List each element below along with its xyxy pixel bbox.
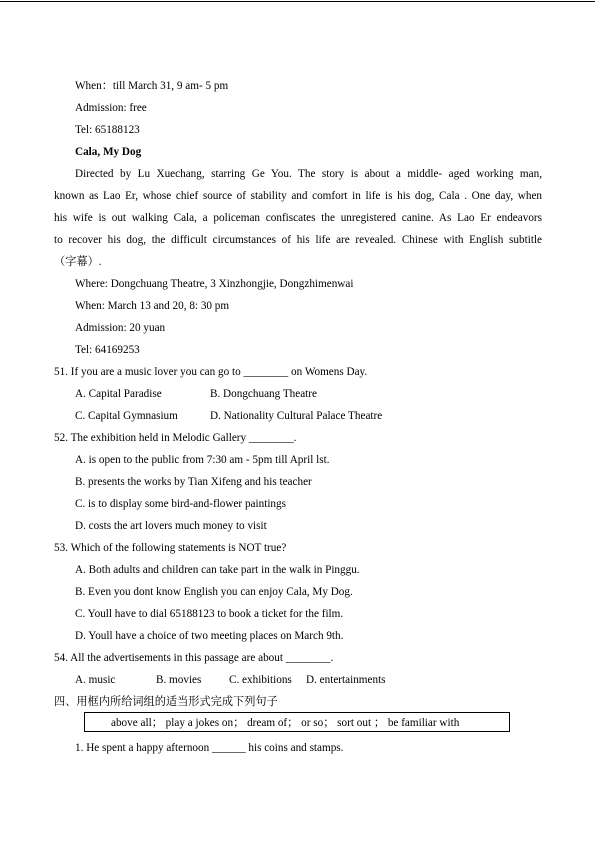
q52-option-d[interactable]: D. costs the art lovers much money to visit (75, 520, 267, 532)
q54-option-b[interactable]: B. movies (156, 674, 202, 686)
q54-option-d[interactable]: D. entertainments (306, 674, 386, 686)
question-51-stem: 51. If you are a music lover you can go to ________ on Womens Day. (54, 366, 368, 378)
q53-option-d[interactable]: D. Youll have a choice of two meeting places on March 9th. (75, 630, 344, 642)
film-desc-line: known as Lao Er, whose chief source of stability and comfort in life is his dog, Cala . One day, when (54, 190, 542, 202)
page-top-rule (0, 1, 595, 2)
ad-top-admission: Admission: free (75, 102, 147, 114)
film-desc-line: Directed by Lu Xuechang, starring Ge You. The story is about a middle- aged working man, (75, 168, 542, 180)
q52-option-a[interactable]: A. is open to the public from 7:30 am - 5pm till April lst. (75, 454, 330, 466)
q54-option-c[interactable]: C. exhibitions (229, 674, 292, 686)
q51-option-c[interactable]: C. Capital Gymnasium (75, 410, 178, 422)
q53-option-b[interactable]: B. Even you dont know English you can enjoy Cala, My Dog. (75, 586, 353, 598)
q53-option-c[interactable]: C. Youll have to dial 65188123 to book a ticket for the film. (75, 608, 344, 620)
q52-option-b[interactable]: B. presents the works by Tian Xifeng and his teacher (75, 476, 312, 488)
film-admission: Admission: 20 yuan (75, 322, 166, 334)
question-52-stem: 52. The exhibition held in Melodic Gallery ________. (54, 432, 297, 444)
phrase-box-text: above all； play a jokes on； dream of； or so； sort out ； be familiar with (111, 717, 460, 729)
film-when: When: March 13 and 20, 8: 30 pm (75, 300, 230, 312)
q51-option-b[interactable]: B. Dongchuang Theatre (210, 388, 317, 400)
film-desc-line: （字幕）. (54, 256, 102, 268)
question-54-stem: 54. All the advertisements in this passage are about ________. (54, 652, 334, 664)
ad-top-tel: Tel: 65188123 (75, 124, 140, 136)
film-desc-line: to recover his dog, the difficult circumstances of his life are revealed. Chinese with English subtitle (54, 234, 542, 246)
section-4-item-1: 1. He spent a happy afternoon ______ his coins and stamps. (75, 742, 344, 754)
film-tel: Tel: 64169253 (75, 344, 140, 356)
q54-option-a[interactable]: A. music (75, 674, 116, 686)
section-4-heading: 四、用框内所给词组的适当形式完成下列句子 (54, 696, 278, 708)
phrase-box (84, 712, 510, 732)
q51-option-d[interactable]: D. Nationality Cultural Palace Theatre (210, 410, 383, 422)
question-53-stem: 53. Which of the following statements is NOT true? (54, 542, 287, 554)
q52-option-c[interactable]: C. is to display some bird-and-flower paintings (75, 498, 286, 510)
film-desc-line: his wife is out walking Cala, a policeman confiscates the unregistered canine. As Lao Er endeavors (54, 212, 542, 224)
q53-option-a[interactable]: A. Both adults and children can take part in the walk in Pinggu. (75, 564, 360, 576)
film-title: Cala, My Dog (75, 146, 142, 158)
q51-option-a[interactable]: A. Capital Paradise (75, 388, 162, 400)
film-where: Where: Dongchuang Theatre, 3 Xinzhongjie, Dongzhimenwai (75, 278, 354, 290)
ad-top-when: When：till March 31, 9 am- 5 pm (75, 80, 229, 92)
